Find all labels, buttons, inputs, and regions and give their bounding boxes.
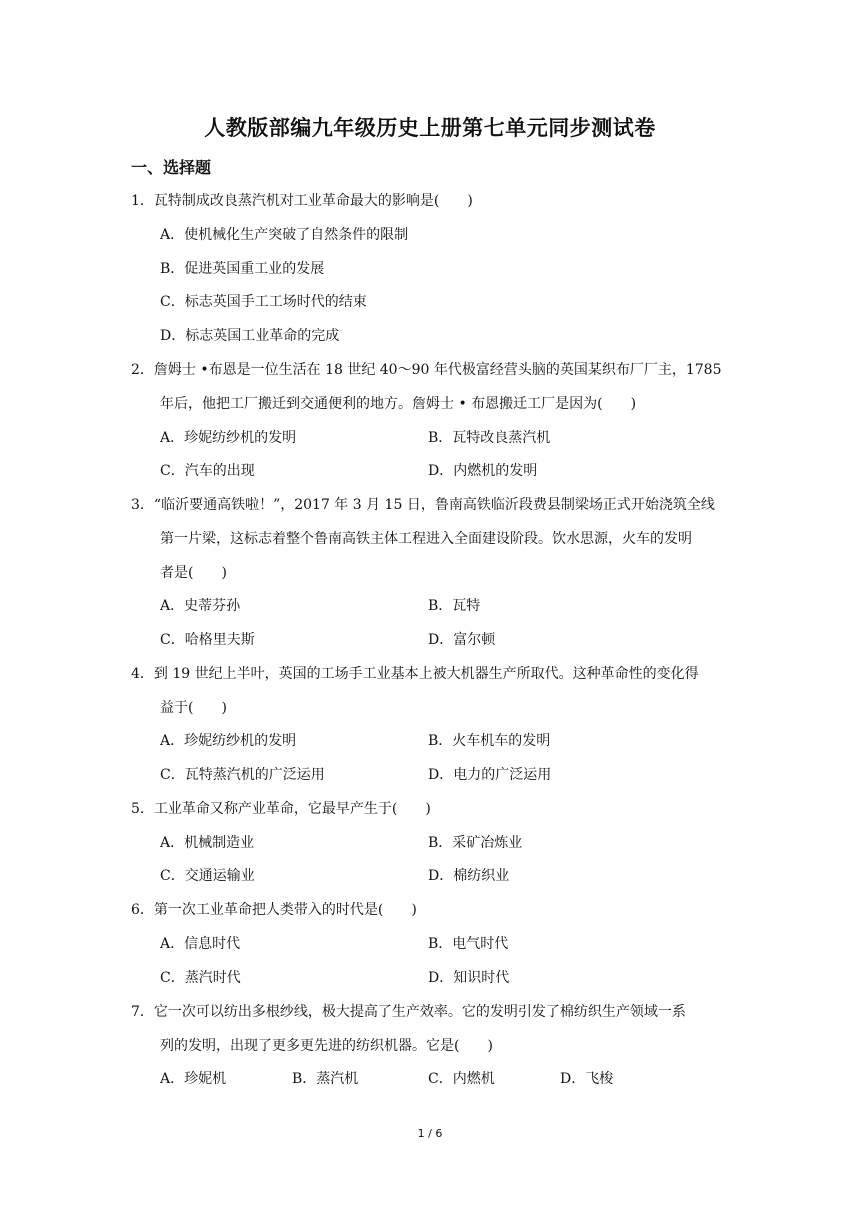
question-1-option-a: A．使机械化生产突破了自然条件的限制 bbox=[160, 227, 409, 243]
question-6-stem: 6．第一次工业革命把人类带入的时代是( ) bbox=[131, 902, 417, 918]
question-6-option-a: A．信息时代 bbox=[160, 936, 241, 952]
question-2-option-b: B．瓦特改良蒸汽机 bbox=[428, 430, 551, 446]
question-2-option-c: C．汽车的出现 bbox=[160, 463, 255, 479]
section-heading: 一、选择题 bbox=[131, 158, 212, 177]
question-1-stem: 1．瓦特制成改良蒸汽机对工业革命最大的影响是( ) bbox=[131, 193, 473, 209]
question-5-option-a: A．机械制造业 bbox=[160, 835, 255, 851]
question-3-stem-line-2: 第一片梁，这标志着整个鲁南高铁主体工程进入全面建设阶段。饮水思源，火车的发明 bbox=[160, 531, 692, 547]
question-6-option-b: B．电气时代 bbox=[428, 936, 509, 952]
question-5-option-c: C．交通运输业 bbox=[160, 868, 255, 884]
question-6-option-c: C．蒸汽时代 bbox=[160, 970, 241, 986]
question-7-option-b: B．蒸汽机 bbox=[292, 1071, 359, 1087]
question-1-option-c: C．标志英国手工工场时代的结束 bbox=[160, 294, 367, 310]
question-3-stem-line-1: 3．“临沂要通高铁啦！”，2017 年 3 月 15 日，鲁南高铁临沂段费县制梁场正式开始浇筑全线 bbox=[131, 497, 715, 513]
question-4-option-b: B．火车机车的发明 bbox=[428, 733, 551, 749]
question-3-stem-line-3: 者是( ) bbox=[160, 565, 227, 581]
question-5-stem: 5．工业革命又称产业革命，它最早产生于( ) bbox=[131, 801, 431, 817]
question-4-option-c: C．瓦特蒸汽机的广泛运用 bbox=[160, 767, 325, 783]
question-4-stem-line-1: 4．到 19 世纪上半叶，英国的工场手工业基本上被大机器生产所取代。这种革命性的变化得 bbox=[131, 666, 699, 682]
question-7-option-d: D．飞梭 bbox=[560, 1071, 614, 1087]
question-7-stem-line-1: 7．它一次可以纺出多根纱线，极大提高了生产效率。它的发明引发了棉纺织生产领域一系 bbox=[131, 1004, 686, 1020]
question-3-option-a: A．史蒂芬孙 bbox=[160, 598, 241, 614]
question-3-option-d: D．富尔顿 bbox=[428, 632, 496, 648]
question-2-option-d: D．内燃机的发明 bbox=[428, 463, 538, 479]
question-7-stem-line-2: 列的发明，出现了更多更先进的纺织机器。它是( ) bbox=[160, 1038, 493, 1054]
question-2-stem-line-1: 2．詹姆士 •布恩是一位生活在 18 世纪 40～90 年代极富经营头脑的英国某织布厂厂主，1785 bbox=[131, 362, 722, 378]
page-number: 1 / 6 bbox=[417, 1127, 443, 1140]
question-5-option-d: D．棉纺织业 bbox=[428, 868, 510, 884]
question-5-option-b: B．采矿冶炼业 bbox=[428, 835, 523, 851]
document-title: 人教版部编九年级历史上册第七单元同步测试卷 bbox=[204, 116, 656, 140]
question-3-option-c: C．哈格里夫斯 bbox=[160, 632, 255, 648]
question-7-option-c: C．内燃机 bbox=[428, 1071, 495, 1087]
question-4-option-a: A．珍妮纺纱机的发明 bbox=[160, 733, 297, 749]
question-1-option-d: D．标志英国工业革命的完成 bbox=[160, 328, 340, 344]
question-7-option-a: A．珍妮机 bbox=[160, 1071, 227, 1087]
question-6-option-d: D．知识时代 bbox=[428, 970, 510, 986]
question-4-stem-line-2: 益于( ) bbox=[160, 700, 227, 716]
question-2-stem-line-2: 年后，他把工厂搬迁到交通便利的地方。詹姆士 • 布恩搬迁工厂是因为( ) bbox=[160, 396, 637, 412]
question-1-option-b: B．促进英国重工业的发展 bbox=[160, 261, 325, 277]
question-3-option-b: B．瓦特 bbox=[428, 598, 481, 614]
question-2-option-a: A．珍妮纺纱机的发明 bbox=[160, 430, 297, 446]
question-4-option-d: D．电力的广泛运用 bbox=[428, 767, 552, 783]
